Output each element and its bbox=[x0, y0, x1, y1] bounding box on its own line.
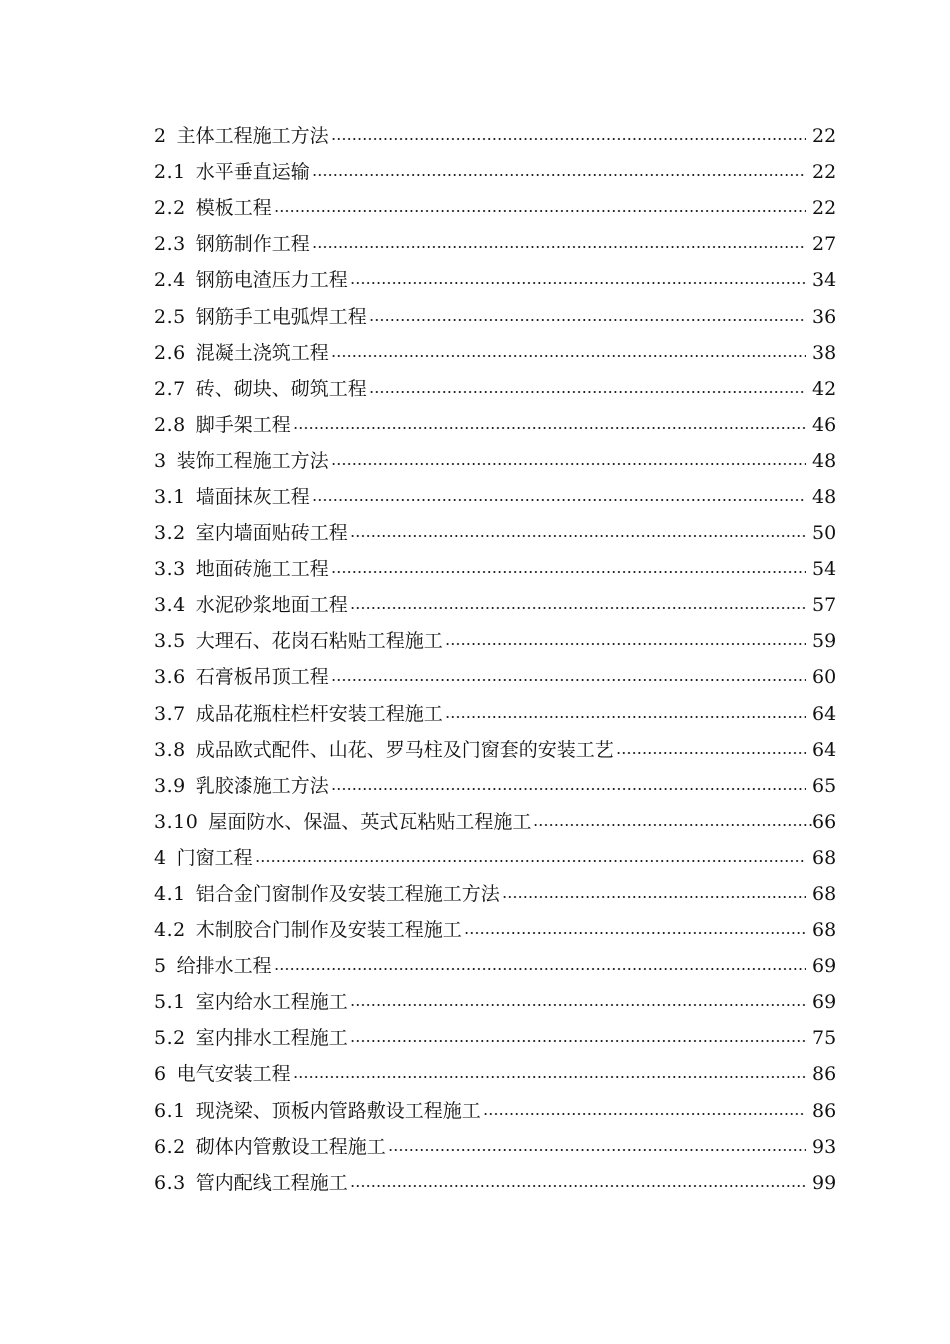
toc-entry-page: 68 bbox=[812, 846, 837, 869]
toc-entry-page: 57 bbox=[812, 594, 837, 617]
toc-dot-leader bbox=[331, 788, 806, 790]
toc-entry-title: 混凝土浇筑工程 bbox=[195, 341, 329, 364]
toc-entry-page: 36 bbox=[812, 305, 837, 328]
toc-entry-title: 石膏板吊顶工程 bbox=[195, 666, 329, 689]
toc-entry-number: 5.1 bbox=[154, 991, 186, 1014]
toc-entry-title: 乳胶漆施工方法 bbox=[195, 774, 329, 797]
toc-entry-title: 钢筋电渣压力工程 bbox=[195, 269, 348, 292]
toc-entry[interactable] bbox=[154, 984, 836, 1020]
toc-entry-title: 模板工程 bbox=[195, 197, 272, 220]
toc-entry[interactable] bbox=[154, 190, 836, 226]
toc-entry[interactable] bbox=[154, 118, 836, 154]
toc-dot-leader bbox=[274, 968, 806, 970]
toc-entry[interactable] bbox=[154, 1093, 836, 1129]
toc-entry-number: 6.3 bbox=[154, 1171, 186, 1194]
toc-entry-page: 69 bbox=[812, 991, 837, 1014]
toc-dot-leader bbox=[331, 571, 806, 573]
toc-dot-leader bbox=[445, 643, 806, 645]
toc-entry[interactable] bbox=[154, 226, 836, 262]
toc-entry-number: 3.8 bbox=[154, 738, 186, 761]
toc-entry-number: 3.4 bbox=[154, 594, 186, 617]
toc-entry-number: 4 bbox=[154, 846, 167, 869]
toc-entry-number: 3.10 bbox=[154, 810, 199, 833]
toc-entry[interactable] bbox=[154, 1020, 836, 1056]
toc-entry-number: 4.1 bbox=[154, 883, 186, 906]
toc-entry-page: 22 bbox=[812, 161, 837, 184]
toc-entry[interactable] bbox=[154, 623, 836, 659]
toc-entry-number: 2.6 bbox=[154, 341, 186, 364]
toc-entry-title: 主体工程施工方法 bbox=[176, 125, 329, 148]
toc-entry[interactable] bbox=[154, 371, 836, 407]
toc-entry-page: 65 bbox=[812, 774, 837, 797]
toc-entry-title: 大理石、花岗石粘贴工程施工 bbox=[195, 630, 443, 653]
toc-dot-leader bbox=[312, 174, 806, 176]
toc-dot-leader bbox=[331, 679, 806, 681]
toc-entry-page: 86 bbox=[812, 1063, 837, 1086]
toc-entry-title: 脚手架工程 bbox=[195, 413, 291, 436]
toc-entry-page: 54 bbox=[812, 558, 837, 581]
toc-dot-leader bbox=[312, 499, 806, 501]
toc-entry-title: 管内配线工程施工 bbox=[195, 1171, 348, 1194]
toc-entry[interactable] bbox=[154, 912, 836, 948]
toc-dot-leader bbox=[350, 607, 806, 609]
toc-entry-number: 2.7 bbox=[154, 377, 186, 400]
toc-entry-title: 室内排水工程施工 bbox=[195, 1027, 348, 1050]
toc-entry-number: 3.6 bbox=[154, 666, 186, 689]
toc-entry-page: 68 bbox=[812, 919, 837, 942]
toc-entry-number: 2 bbox=[154, 125, 167, 148]
toc-entry-page: 66 bbox=[812, 810, 837, 833]
toc-entry-page: 59 bbox=[812, 630, 837, 653]
table-of-contents bbox=[154, 118, 836, 1201]
toc-dot-leader bbox=[445, 716, 806, 718]
toc-entry[interactable] bbox=[154, 154, 836, 190]
toc-entry-title: 给排水工程 bbox=[176, 955, 272, 978]
toc-dot-leader bbox=[369, 319, 806, 321]
toc-dot-leader bbox=[350, 1185, 806, 1187]
toc-entry-number: 3.3 bbox=[154, 558, 186, 581]
toc-entry-number: 2.3 bbox=[154, 233, 186, 256]
toc-entry-page: 64 bbox=[812, 738, 837, 761]
toc-entry-number: 2.5 bbox=[154, 305, 186, 328]
toc-dot-leader bbox=[350, 535, 806, 537]
toc-entry-title: 装饰工程施工方法 bbox=[176, 449, 329, 472]
toc-dot-leader bbox=[464, 932, 806, 934]
toc-entry-page: 68 bbox=[812, 883, 837, 906]
toc-entry[interactable] bbox=[154, 659, 836, 695]
toc-dot-leader bbox=[369, 391, 806, 393]
toc-entry-title: 成品欧式配件、山花、罗马柱及门窗套的安装工艺 bbox=[195, 738, 614, 761]
toc-dot-leader bbox=[388, 1149, 806, 1151]
toc-entry[interactable] bbox=[154, 1056, 836, 1092]
toc-dot-leader bbox=[255, 860, 806, 862]
toc-entry-page: 93 bbox=[812, 1135, 837, 1158]
toc-entry[interactable] bbox=[154, 696, 836, 732]
toc-entry[interactable] bbox=[154, 262, 836, 298]
toc-entry-page: 69 bbox=[812, 955, 837, 978]
toc-entry-title: 水平垂直运输 bbox=[195, 161, 310, 184]
toc-entry-number: 5.2 bbox=[154, 1027, 186, 1050]
toc-entry-title: 现浇梁、顶板内管路敷设工程施工 bbox=[195, 1099, 481, 1122]
toc-dot-leader bbox=[331, 463, 806, 465]
toc-entry-number: 2.8 bbox=[154, 413, 186, 436]
toc-entry-number: 3.1 bbox=[154, 485, 186, 508]
toc-entry-page: 75 bbox=[812, 1027, 837, 1050]
toc-dot-leader bbox=[293, 1076, 806, 1078]
toc-entry[interactable] bbox=[154, 732, 836, 768]
toc-entry-title: 木制胶合门制作及安装工程施工 bbox=[195, 919, 462, 942]
toc-entry-title: 成品花瓶柱栏杆安装工程施工 bbox=[195, 702, 443, 725]
toc-entry[interactable] bbox=[154, 768, 836, 804]
toc-dot-leader bbox=[274, 210, 806, 212]
toc-dot-leader bbox=[350, 282, 806, 284]
toc-entry-number: 3.2 bbox=[154, 522, 186, 545]
toc-entry-number: 5 bbox=[154, 955, 167, 978]
toc-entry-number: 2.4 bbox=[154, 269, 186, 292]
toc-entry[interactable] bbox=[154, 479, 836, 515]
toc-entry-page: 42 bbox=[812, 377, 837, 400]
toc-entry-title: 室内墙面贴砖工程 bbox=[195, 522, 348, 545]
toc-entry-page: 86 bbox=[812, 1099, 837, 1122]
toc-entry[interactable] bbox=[154, 587, 836, 623]
toc-entry-title: 砌体内管敷设工程施工 bbox=[195, 1135, 386, 1158]
toc-entry[interactable] bbox=[154, 1129, 836, 1165]
toc-entry-page: 99 bbox=[812, 1171, 837, 1194]
toc-dot-leader bbox=[533, 824, 812, 826]
toc-entry[interactable] bbox=[154, 840, 836, 876]
toc-entry-page: 22 bbox=[812, 197, 837, 220]
toc-dot-leader bbox=[350, 1040, 806, 1042]
toc-entry-number: 4.2 bbox=[154, 919, 186, 942]
toc-entry-title: 墙面抹灰工程 bbox=[195, 485, 310, 508]
toc-entry-page: 34 bbox=[812, 269, 837, 292]
toc-entry-number: 6.2 bbox=[154, 1135, 186, 1158]
toc-entry-title: 电气安装工程 bbox=[176, 1063, 291, 1086]
toc-entry-number: 2.2 bbox=[154, 197, 186, 220]
toc-entry-page: 50 bbox=[812, 522, 837, 545]
toc-entry-number: 3.7 bbox=[154, 702, 186, 725]
toc-entry-page: 38 bbox=[812, 341, 837, 364]
toc-entry-title: 水泥砂浆地面工程 bbox=[195, 594, 348, 617]
toc-entry-page: 46 bbox=[812, 413, 837, 436]
toc-entry[interactable] bbox=[154, 804, 836, 840]
toc-entry-title: 砖、砌块、砌筑工程 bbox=[195, 377, 367, 400]
toc-entry-number: 3.9 bbox=[154, 774, 186, 797]
toc-entry-title: 钢筋手工电弧焊工程 bbox=[195, 305, 367, 328]
toc-entry-title: 屋面防水、保温、英式瓦粘贴工程施工 bbox=[208, 810, 532, 833]
toc-entry[interactable] bbox=[154, 515, 836, 551]
toc-entry-number: 3 bbox=[154, 449, 167, 472]
toc-entry[interactable] bbox=[154, 298, 836, 334]
toc-entry-title: 门窗工程 bbox=[176, 846, 253, 869]
toc-dot-leader bbox=[616, 752, 806, 754]
toc-entry[interactable] bbox=[154, 443, 836, 479]
toc-entry[interactable] bbox=[154, 335, 836, 371]
toc-entry-title: 钢筋制作工程 bbox=[195, 233, 310, 256]
toc-entry-page: 27 bbox=[812, 233, 837, 256]
toc-dot-leader bbox=[350, 1004, 806, 1006]
toc-dot-leader bbox=[331, 355, 806, 357]
toc-dot-leader bbox=[502, 896, 806, 898]
toc-entry[interactable] bbox=[154, 407, 836, 443]
toc-dot-leader bbox=[483, 1113, 806, 1115]
toc-entry-title: 铝合金门窗制作及安装工程施工方法 bbox=[195, 883, 500, 906]
toc-entry-number: 2.1 bbox=[154, 161, 186, 184]
toc-entry-title: 室内给水工程施工 bbox=[195, 991, 348, 1014]
toc-entry[interactable] bbox=[154, 948, 836, 984]
toc-entry-page: 48 bbox=[812, 449, 837, 472]
toc-entry-title: 地面砖施工工程 bbox=[195, 558, 329, 581]
toc-entry-number: 6.1 bbox=[154, 1099, 186, 1122]
toc-dot-leader bbox=[312, 246, 806, 248]
toc-entry-page: 64 bbox=[812, 702, 837, 725]
toc-entry-number: 3.5 bbox=[154, 630, 186, 653]
toc-dot-leader bbox=[293, 427, 806, 429]
toc-entry-page: 48 bbox=[812, 485, 837, 508]
toc-entry[interactable] bbox=[154, 876, 836, 912]
toc-entry-number: 6 bbox=[154, 1063, 167, 1086]
toc-entry[interactable] bbox=[154, 551, 836, 587]
toc-entry[interactable] bbox=[154, 1165, 836, 1201]
toc-entry-page: 60 bbox=[812, 666, 837, 689]
toc-entry-page: 22 bbox=[812, 125, 837, 148]
toc-dot-leader bbox=[331, 138, 806, 140]
